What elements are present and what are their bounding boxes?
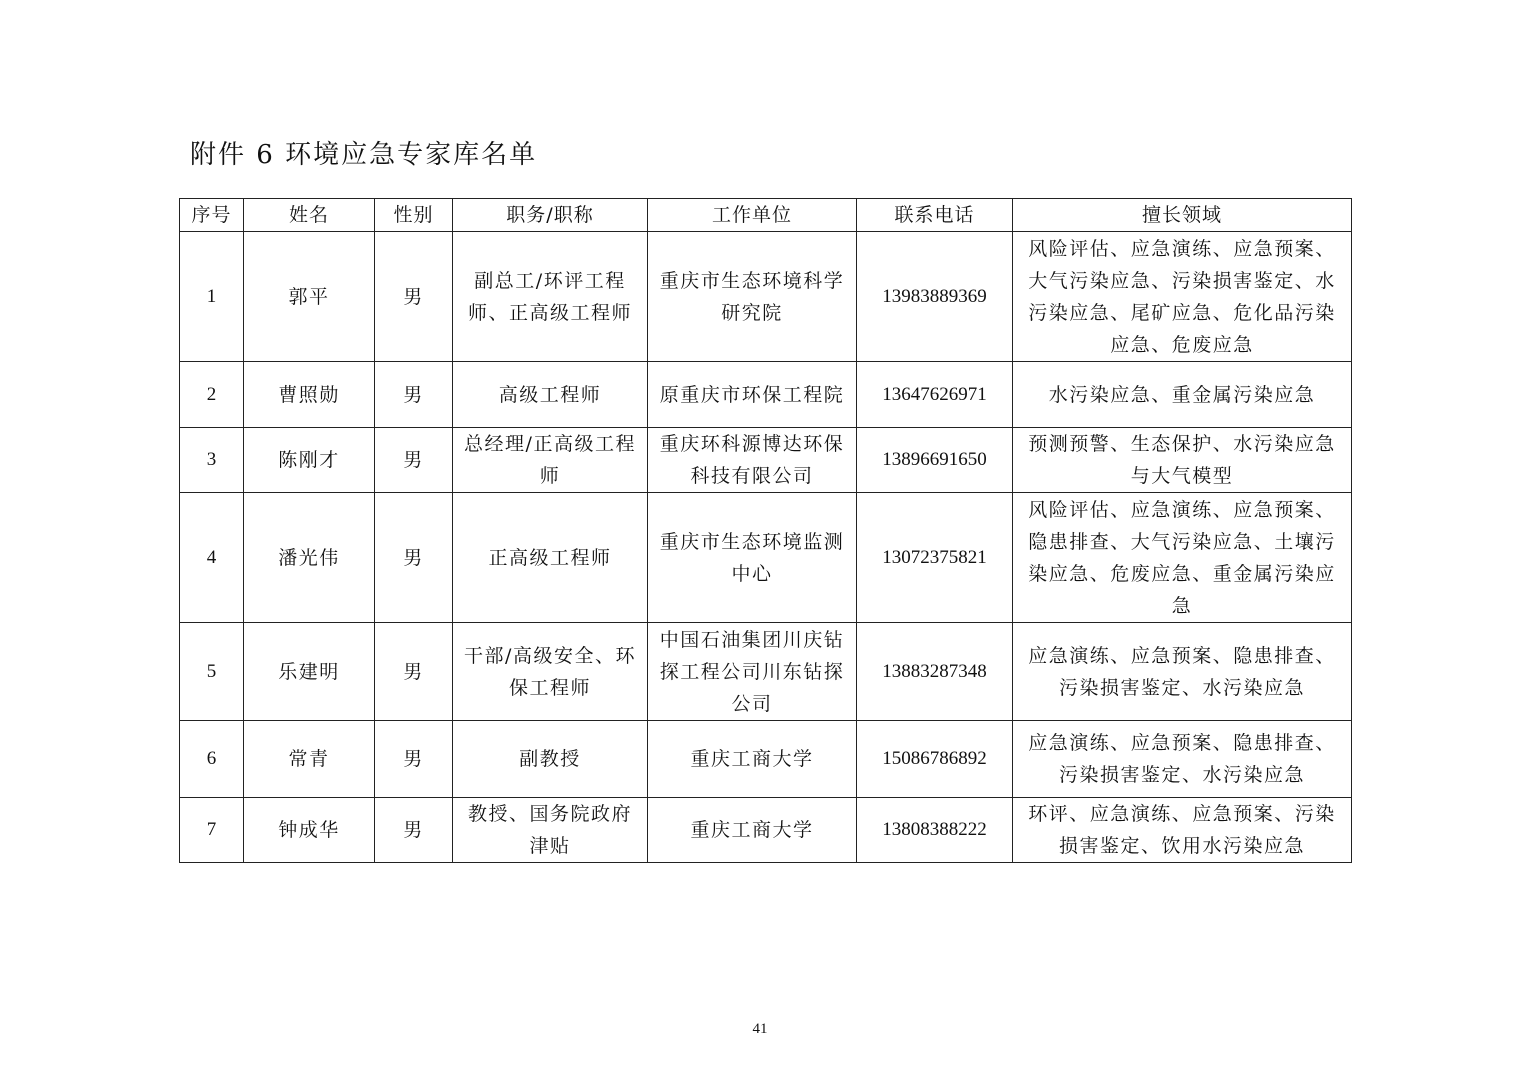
cell-phone: 15086786892 — [857, 721, 1013, 798]
cell-unit: 重庆工商大学 — [648, 798, 857, 863]
cell-unit: 重庆工商大学 — [648, 721, 857, 798]
cell-position: 副教授 — [453, 721, 648, 798]
cell-expertise: 风险评估、应急演练、应急预案、隐患排查、大气污染应急、土壤污染应急、危废应急、重金属污染应急 — [1013, 493, 1352, 623]
table-row — [180, 428, 1352, 493]
cell-index: 5 — [180, 623, 244, 721]
cell-gender: 男 — [375, 798, 453, 863]
cell-name: 乐建明 — [244, 623, 375, 721]
cell-position: 教授、国务院政府津贴 — [453, 798, 648, 863]
cell-unit: 中国石油集团川庆钻探工程公司川东钻探公司 — [648, 623, 857, 721]
table-row — [180, 623, 1352, 721]
expert-table — [179, 198, 1352, 863]
cell-expertise: 水污染应急、重金属污染应急 — [1013, 362, 1352, 428]
cell-gender: 男 — [375, 362, 453, 428]
cell-position: 总经理/正高级工程师 — [453, 428, 648, 493]
page-number: 41 — [752, 1021, 768, 1037]
cell-gender: 男 — [375, 721, 453, 798]
cell-phone: 13647626971 — [857, 362, 1013, 428]
table-row — [180, 798, 1352, 863]
cell-name: 钟成华 — [244, 798, 375, 863]
cell-gender: 男 — [375, 623, 453, 721]
header-position: 职务/职称 — [453, 199, 648, 232]
cell-expertise: 风险评估、应急演练、应急预案、大气污染应急、污染损害鉴定、水污染应急、尾矿应急、危化品污染应急、危废应急 — [1013, 232, 1352, 362]
cell-phone: 13983889369 — [857, 232, 1013, 362]
header-phone: 联系电话 — [857, 199, 1013, 232]
cell-position: 副总工/环评工程师、正高级工程师 — [453, 232, 648, 362]
cell-expertise: 应急演练、应急预案、隐患排查、污染损害鉴定、水污染应急 — [1013, 623, 1352, 721]
cell-position: 高级工程师 — [453, 362, 648, 428]
table-header-row — [180, 199, 1352, 232]
page-title: 附件 6 环境应急专家库名单 — [190, 140, 538, 170]
cell-name: 潘光伟 — [244, 493, 375, 623]
cell-name: 郭平 — [244, 232, 375, 362]
cell-name: 常青 — [244, 721, 375, 798]
header-name: 姓名 — [244, 199, 375, 232]
cell-gender: 男 — [375, 493, 453, 623]
cell-phone: 13072375821 — [857, 493, 1013, 623]
cell-gender: 男 — [375, 232, 453, 362]
cell-unit: 重庆市生态环境监测中心 — [648, 493, 857, 623]
cell-name: 陈刚才 — [244, 428, 375, 493]
table-row — [180, 721, 1352, 798]
cell-index: 6 — [180, 721, 244, 798]
cell-index: 2 — [180, 362, 244, 428]
cell-position: 干部/高级安全、环保工程师 — [453, 623, 648, 721]
cell-index: 7 — [180, 798, 244, 863]
cell-expertise: 环评、应急演练、应急预案、污染损害鉴定、饮用水污染应急 — [1013, 798, 1352, 863]
cell-expertise: 应急演练、应急预案、隐患排查、污染损害鉴定、水污染应急 — [1013, 721, 1352, 798]
header-index: 序号 — [180, 199, 244, 232]
cell-expertise: 预测预警、生态保护、水污染应急与大气模型 — [1013, 428, 1352, 493]
cell-name: 曹照勋 — [244, 362, 375, 428]
cell-index: 4 — [180, 493, 244, 623]
cell-gender: 男 — [375, 428, 453, 493]
cell-position: 正高级工程师 — [453, 493, 648, 623]
cell-index: 1 — [180, 232, 244, 362]
cell-unit: 重庆环科源博达环保科技有限公司 — [648, 428, 857, 493]
table-row — [180, 362, 1352, 428]
cell-unit: 原重庆市环保工程院 — [648, 362, 857, 428]
header-expertise: 擅长领域 — [1013, 199, 1352, 232]
cell-phone: 13883287348 — [857, 623, 1013, 721]
cell-index: 3 — [180, 428, 244, 493]
header-gender: 性别 — [375, 199, 453, 232]
cell-phone: 13896691650 — [857, 428, 1013, 493]
cell-unit: 重庆市生态环境科学研究院 — [648, 232, 857, 362]
table-row — [180, 493, 1352, 623]
table-row — [180, 232, 1352, 362]
header-unit: 工作单位 — [648, 199, 857, 232]
cell-phone: 13808388222 — [857, 798, 1013, 863]
